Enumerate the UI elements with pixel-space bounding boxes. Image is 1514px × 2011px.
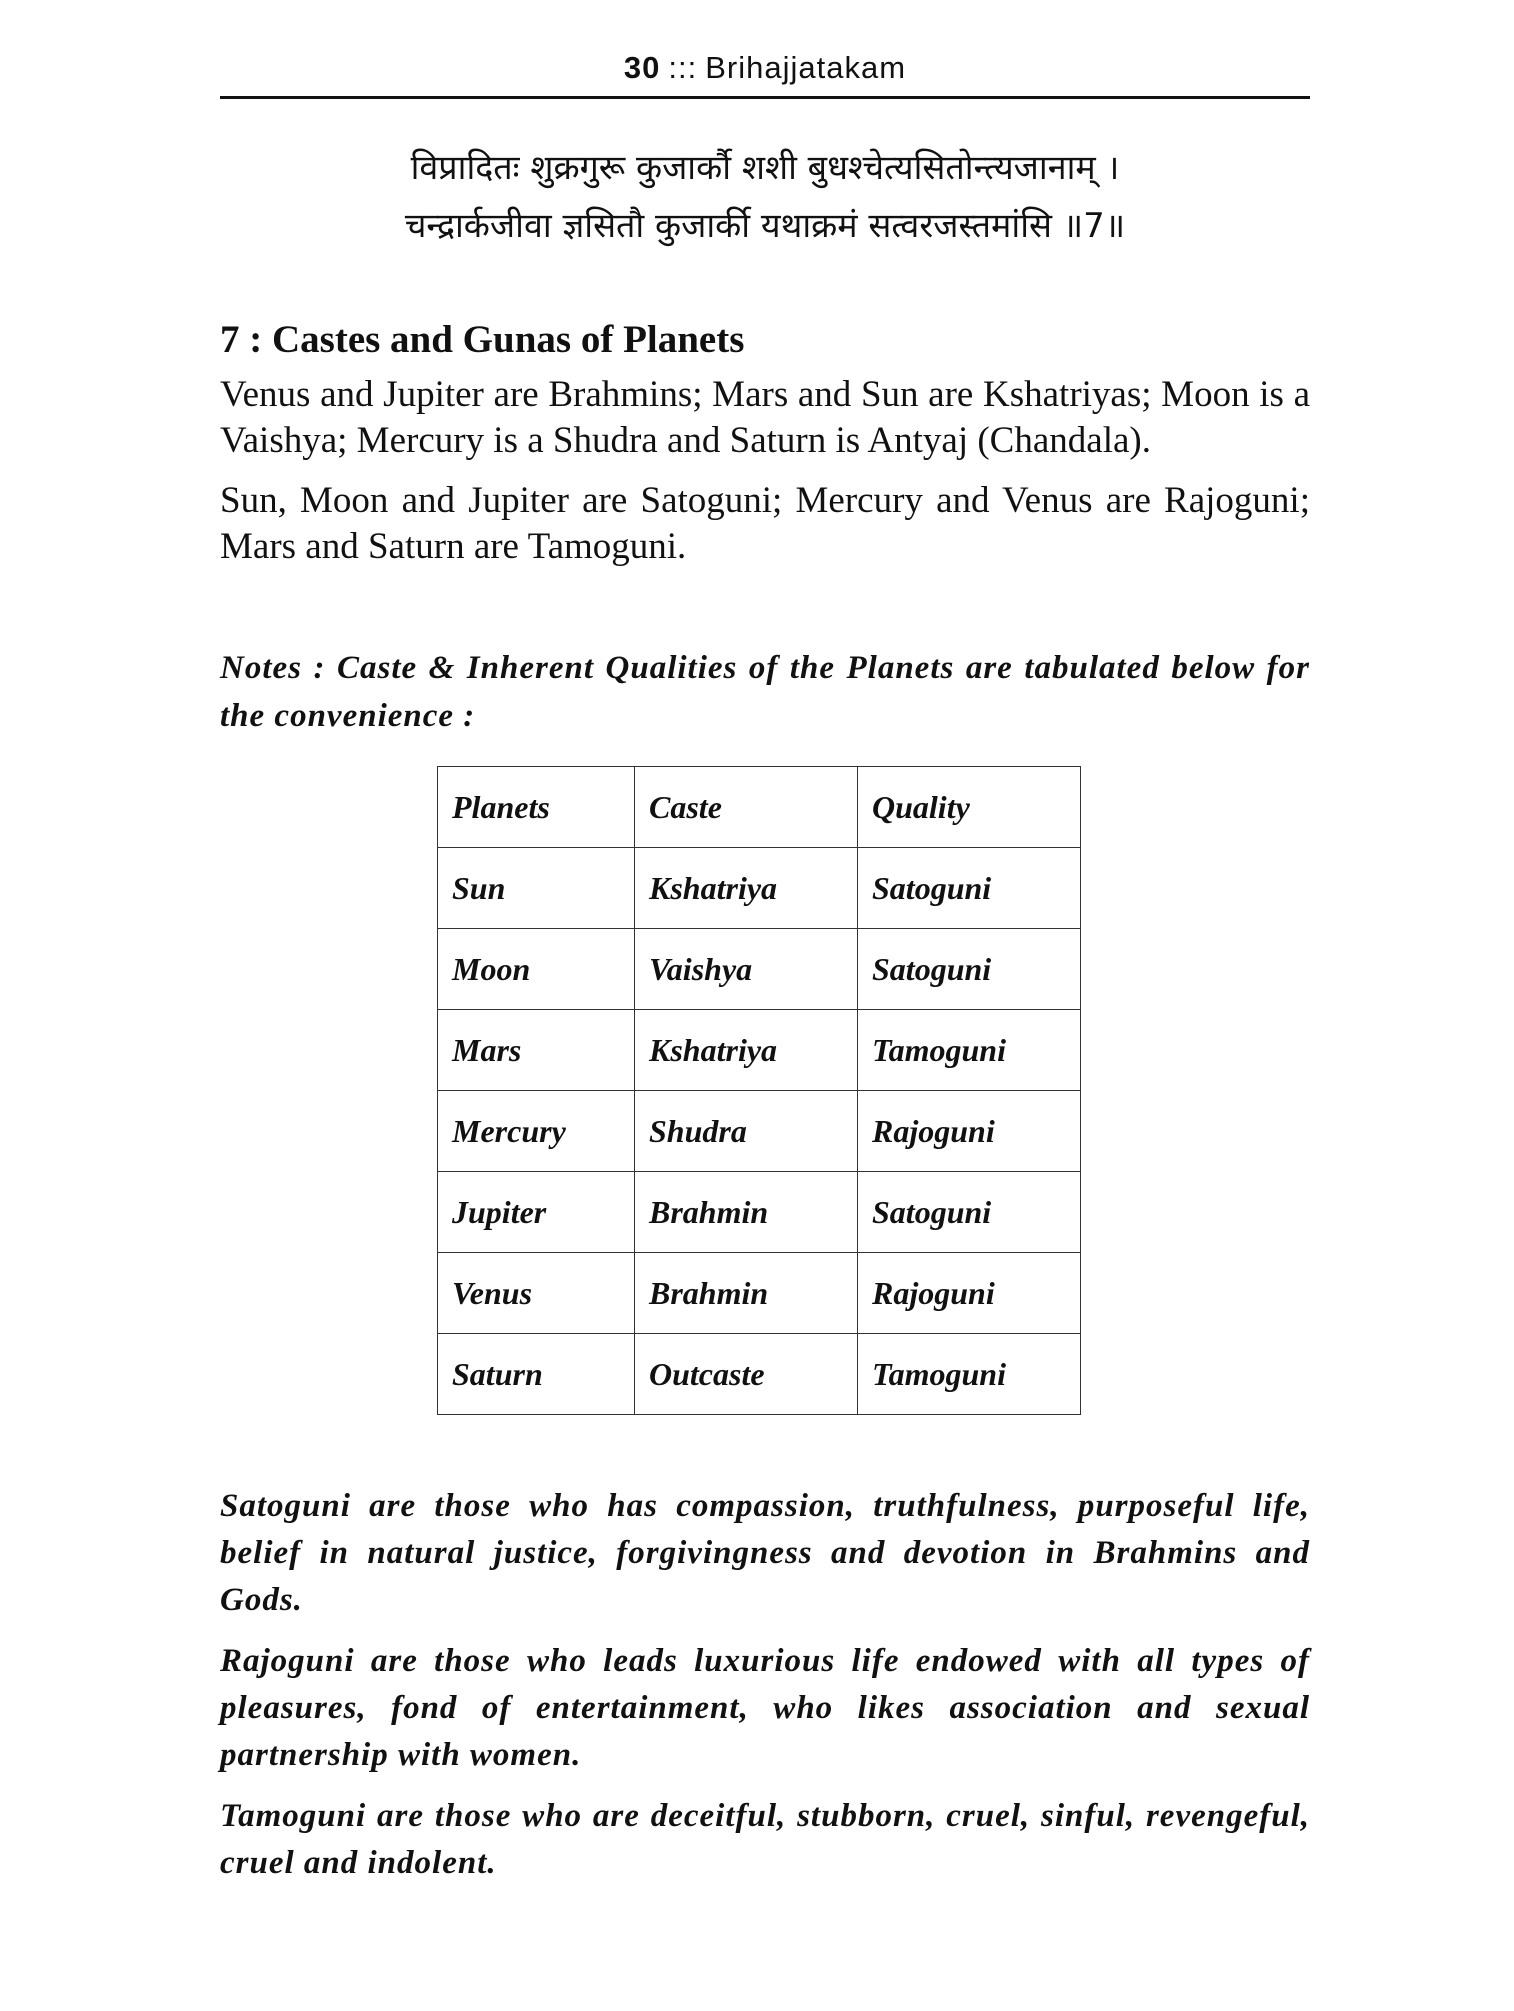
- table-row: [438, 1010, 1081, 1091]
- table-row: [438, 929, 1081, 1010]
- planet-cell: Sun: [438, 848, 635, 929]
- book-title: Brihajjatakam: [705, 50, 907, 85]
- caste-cell: Outcaste: [635, 1334, 858, 1415]
- column-header: Caste: [635, 767, 858, 848]
- caste-paragraph: Venus and Jupiter are Brahmins; Mars and Sun are Kshatriyas; Moon is a Vaishya; Mercury is a Shudra and Saturn is Antyaj (Chandala).: [220, 374, 1310, 461]
- quality-cell: Rajoguni: [858, 1253, 1081, 1334]
- caste-cell: Kshatriya: [635, 1010, 858, 1091]
- planet-cell: Saturn: [438, 1334, 635, 1415]
- planet-table: [437, 766, 1081, 1415]
- quality-cell: Satoguni: [858, 848, 1081, 929]
- planet-cell: Venus: [438, 1253, 635, 1334]
- caste-cell: Kshatriya: [635, 848, 858, 929]
- column-header: Planets: [438, 767, 635, 848]
- notes-paragraph: Notes : Caste & Inherent Qualities of the Planets are tabulated below for the convenience :: [220, 650, 1310, 734]
- section-heading: 7 : Castes and Gunas of Planets: [220, 318, 745, 361]
- guna-definitions: [220, 1483, 1310, 1887]
- page-number: 30: [623, 50, 661, 85]
- guna-paragraph: Sun, Moon and Jupiter are Satoguni; Mercury and Venus are Rajoguni; Mars and Saturn are Tamoguni.: [220, 480, 1310, 567]
- rajoguni-definition: Rajoguni are those who leads luxurious life endowed with all types of pleasures, fond of entertainment, who likes association and sexual partnership with women.: [220, 1643, 1310, 1773]
- header-separator: :::: [668, 50, 698, 85]
- quality-cell: Tamoguni: [858, 1334, 1081, 1415]
- satoguni-definition: Satoguni are those who has compassion, truthfulness, purposeful life, belief in natural justice, forgivingness and devotion in Brahmins and Gods.: [220, 1488, 1310, 1618]
- sanskrit-verse: [220, 139, 1310, 255]
- quality-cell: Rajoguni: [858, 1091, 1081, 1172]
- caste-cell: Brahmin: [635, 1253, 858, 1334]
- table-row: [438, 1253, 1081, 1334]
- planet-cell: Mars: [438, 1010, 635, 1091]
- quality-cell: Tamoguni: [858, 1010, 1081, 1091]
- tamoguni-definition: Tamoguni are those who are deceitful, stubborn, cruel, sinful, revengeful, cruel and indolent.: [220, 1798, 1310, 1881]
- verse-line-2: चन्द्रार्कजीवा ज्ञसितौ कुजार्की यथाक्रमं सत्वरजस्तमांसि ॥7॥: [404, 206, 1126, 246]
- table-header-row: [438, 767, 1081, 848]
- caste-cell: Brahmin: [635, 1172, 858, 1253]
- table-row: [438, 1334, 1081, 1415]
- planet-cell: Moon: [438, 929, 635, 1010]
- page: [220, 50, 1310, 1901]
- quality-cell: Satoguni: [858, 1172, 1081, 1253]
- table-row: [438, 1091, 1081, 1172]
- planet-cell: Mercury: [438, 1091, 635, 1172]
- running-header: [220, 50, 1310, 99]
- planet-cell: Jupiter: [438, 1172, 635, 1253]
- table-row: [438, 1172, 1081, 1253]
- column-header: Quality: [858, 767, 1081, 848]
- verse-line-1: विप्रादितः शुक्रगुरू कुजार्कौ शशी बुधश्चेत्यसितोन्त्यजानाम् ।: [410, 148, 1120, 188]
- table-row: [438, 848, 1081, 929]
- caste-cell: Shudra: [635, 1091, 858, 1172]
- caste-cell: Vaishya: [635, 929, 858, 1010]
- quality-cell: Satoguni: [858, 929, 1081, 1010]
